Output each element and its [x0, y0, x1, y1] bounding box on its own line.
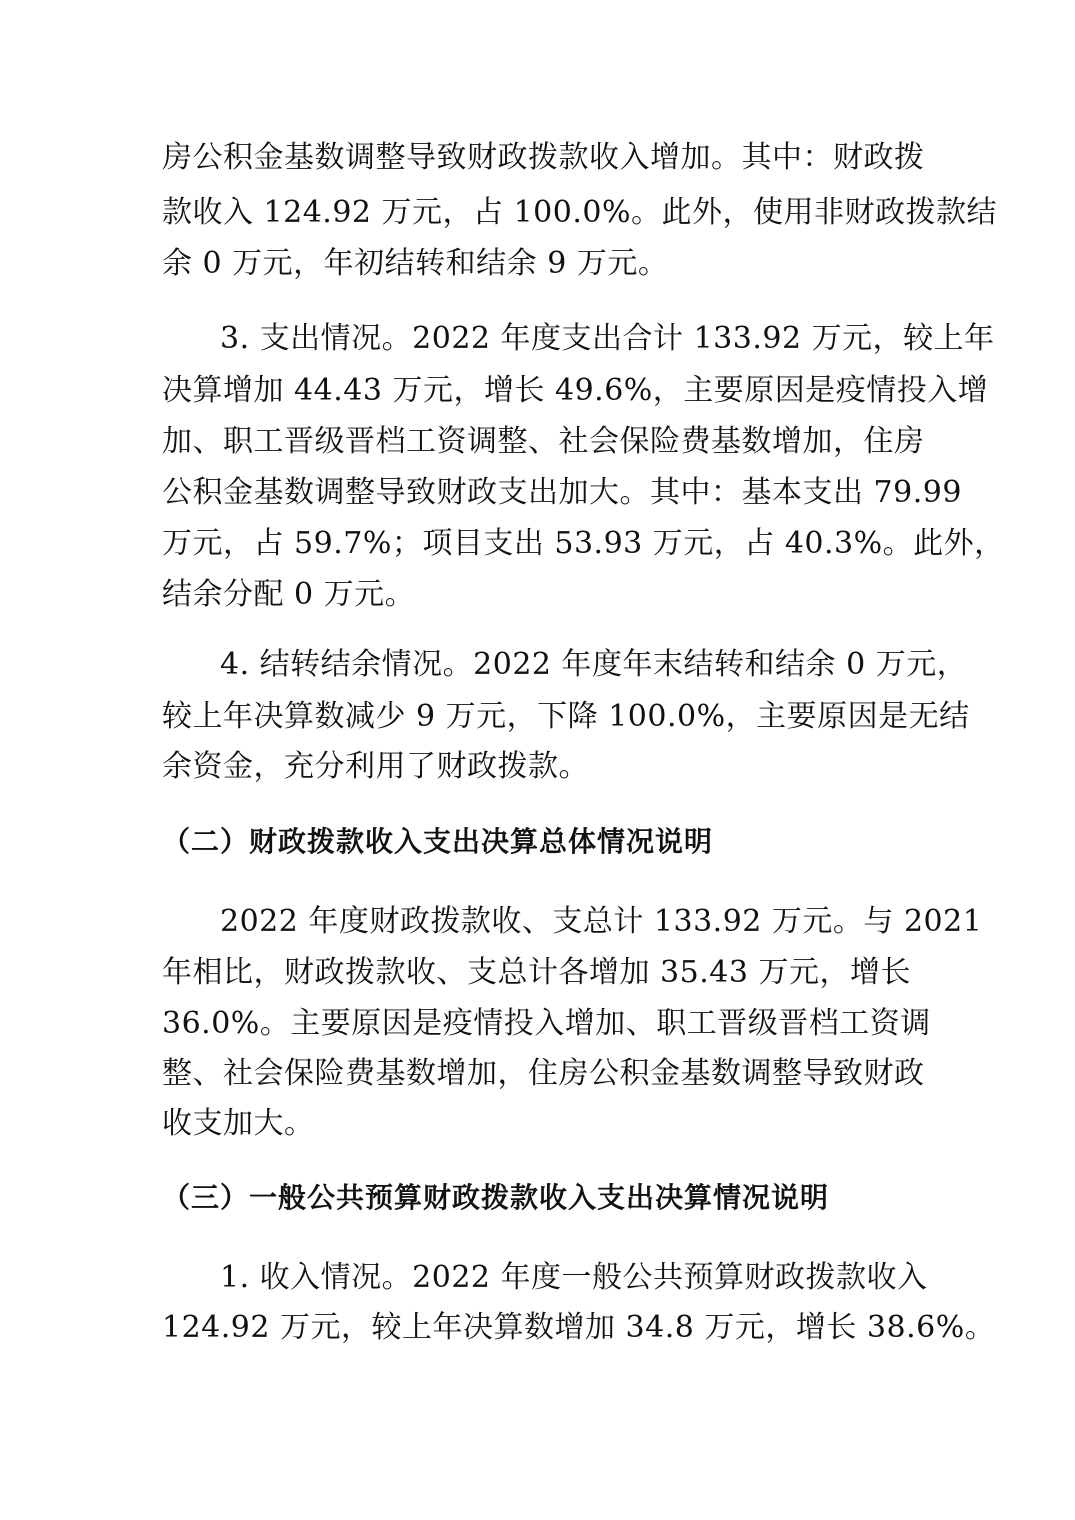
- paragraph-line: 余资金，充分利用了财政拨款。: [162, 749, 589, 784]
- paragraph-line: 公积金基数调整导致财政支出加大。其中：基本支出 79.99: [162, 475, 962, 510]
- paragraph-line: 36.0%。主要原因是疫情投入增加、职工晋级晋档工资调: [162, 1006, 931, 1041]
- paragraph-line: 万元，占 59.7%；项目支出 53.93 万元，占 40.3%。此外，: [162, 526, 1005, 561]
- paragraph-line: 3. 支出情况。2022 年度支出合计 133.92 万元，较上年: [220, 321, 995, 356]
- paragraph-line: 收支加大。: [162, 1106, 315, 1141]
- paragraph-line: 较上年决算数减少 9 万元，下降 100.0%，主要原因是无结: [162, 699, 970, 734]
- paragraph-line: 房公积金基数调整导致财政拨款收入增加。其中：财政拨: [162, 140, 925, 175]
- paragraph-line: 124.92 万元，较上年决算数增加 34.8 万元，增长 38.6%。: [162, 1310, 996, 1345]
- section-heading: （二）财政拨款收入支出决算总体情况说明: [162, 825, 714, 858]
- paragraph-line: 决算增加 44.43 万元，增长 49.6%，主要原因是疫情投入增: [162, 373, 989, 408]
- paragraph-line: 4. 结转结余情况。2022 年度年末结转和结余 0 万元，: [220, 647, 968, 682]
- paragraph-line: 1. 收入情况。2022 年度一般公共预算财政拨款收入: [220, 1260, 928, 1295]
- paragraph-line: 加、职工晋级晋档工资调整、社会保险费基数增加，住房: [162, 424, 925, 459]
- paragraph-line: 整、社会保险费基数增加，住房公积金基数调整导致财政: [162, 1056, 925, 1091]
- section-heading: （三）一般公共预算财政拨款收入支出决算情况说明: [162, 1181, 830, 1214]
- paragraph-line: 结余分配 0 万元。: [162, 577, 416, 612]
- paragraph-line: 2022 年度财政拨款收、支总计 133.92 万元。与 2021: [220, 904, 983, 939]
- paragraph-line: 余 0 万元，年初结转和结余 9 万元。: [162, 246, 669, 281]
- paragraph-line: 年相比，财政拨款收、支总计各增加 35.43 万元，增长: [162, 955, 911, 990]
- paragraph-line: 款收入 124.92 万元，占 100.0%。此外，使用非财政拨款结: [162, 195, 997, 230]
